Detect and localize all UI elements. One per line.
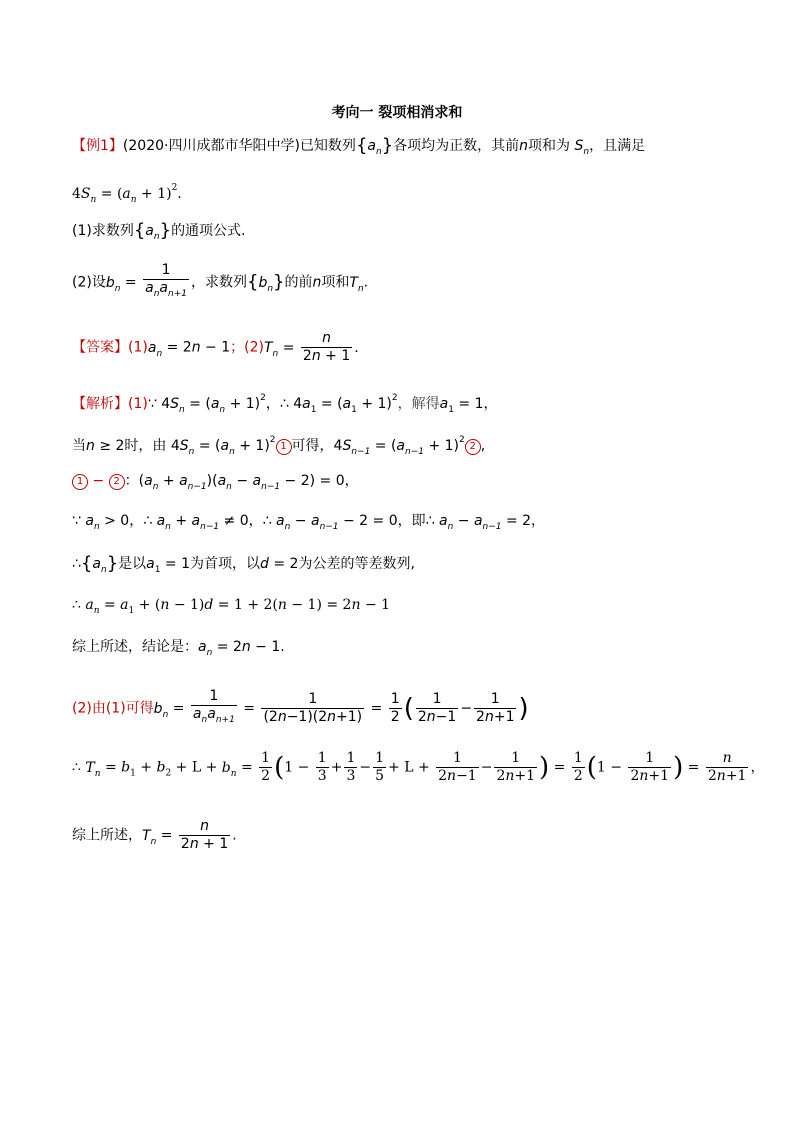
analysis-line-9: ∴ $T_n = b_1 + b_2 + L + b_n$ = $\frac{1}{2}$ (1 − $\frac{1}{3}$ + $\frac{1}{3}$ − $\frac{1}{5}$ + L + $\frac{1}{2n-1}$ − $\frac{1}{2n+1}$ ) = $\frac{1}{2}$ (1 − $\frac{1}{2n+1}$ ) = $\frac{n}{2n+1}$ ， [72,750,765,784]
analysis-line-10: 综上所述，$T_n$ = $\frac{n}{2n + 1}$ . [72,818,237,852]
example-condition: $4S_n = (a_n + 1)^2$. [72,183,182,205]
analysis-line-6: ∴ $a_n = a_1 + (n - 1)d = 1 + 2(n - 1) = 2n - 1$ [72,597,391,616]
answer-tag: 【答案】 [72,339,128,356]
analysis-line-1: 【解析】(1)∵ $4S_n = (a_n + 1)^2$，∴ $4a_1 = (a_1 + 1)^2$，解得$a_1 = 1$， [72,393,498,415]
analysis-line-2: 当n ≥ 2时，由 $4S_n = (a_n + 1)^21$ 可得，$4S_{n-1} = (a_{n-1} + 1)^22$ , [72,435,486,457]
analysis-line-4: ∵ $a_n > 0$，∴ $a_n + a_{n-1} \ne 0$，∴ $a_n - a_{n-1} - 2 = 0$，即∴ $a_n - a_{n-1} = 2$， [72,513,546,532]
question-2: (2)设$b_n$ = $\frac{1}{a_na_{n+1}}$ ，求数列$\{b_n\}$的前n项和$T_n$. [72,262,369,299]
analysis-line-3: 1 − 2 ：$(a_n + a_{n-1})(a_n - a_{n-1} - 2) = 0$， [72,471,359,497]
circled-one: 1 [276,439,292,455]
example-source: (2020·四川成都市华阳中学) [122,138,300,154]
analysis-line-7: 综上所述，结论是：$a_n = 2n - 1$. [72,639,285,658]
analysis-line-8: (2)由(1)可得$b_n$ = $\frac{1}{a_na_{n+1}}$ = $\frac{1}{(2n-1)(2n+1)}$ = $\frac{1}{2}$ ( $\frac{1}{2n-1}$ − $\frac{1}{2n+1}$ ) [72,688,529,725]
analysis-tag: 【解析】 [72,396,128,412]
answer-line: 【答案】$(1)a_n = 2n - 1$；$(2)T_n$ = $\frac{n}{2n + 1}$ . [72,330,359,364]
analysis-line-5: $\therefore\{a_n\}$是以$a_1 = 1$为首项，以d = 2为公差的等差数列, [72,553,415,575]
question-1: (1)求数列$\{a_n\}$的通项公式. [72,220,246,242]
circled-two: 2 [465,439,481,455]
example-line-1: 【例1】(2020·四川成都市华阳中学)已知数列$\{a_n\}$各项均为正数，其前n项和为 $S_n$，且满足 [72,135,646,157]
example-tag: 【例1】 [72,138,123,154]
section-title: 考向一 裂项相消求和 [331,105,463,121]
